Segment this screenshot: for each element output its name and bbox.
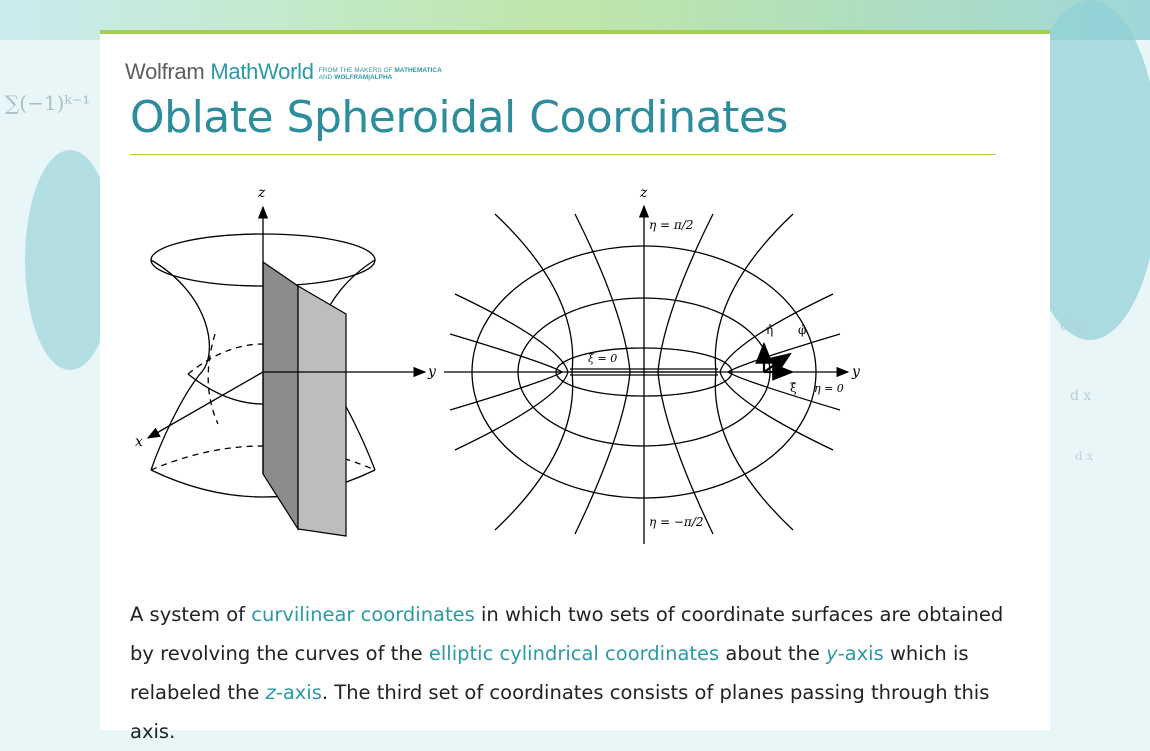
xi-zero-label: ξ = 0 — [588, 352, 618, 365]
article-card — [100, 30, 1050, 743]
link-elliptic-cylindrical-coordinates[interactable]: elliptic cylindrical coordinates — [428, 642, 720, 665]
eta-hat-label: η̂ — [766, 323, 774, 337]
definition-paragraph: A system of curvilinear coordinates in which two sets of coordinate surfaces are obtained by revolving the curves of the elliptic cylindrical coordinates about the y-axis which is relabeled the z-axis. The third set of coordinates consists of planes passing through this axis. — [130, 603, 1004, 743]
left-plane-light — [298, 286, 346, 536]
left-y-label: y — [428, 364, 436, 380]
svg-text:d x: d x — [1075, 449, 1094, 463]
logo-wolfram: Wolfram — [125, 59, 205, 84]
right-2d-diagram — [450, 214, 840, 534]
left-plane-dark — [263, 262, 298, 529]
eta-bottom-label: η = −π/2 — [649, 515, 704, 529]
left-x-axis — [148, 372, 263, 438]
link-curvilinear-coordinates[interactable]: curvilinear coordinates — [251, 603, 475, 626]
link-y-axis[interactable]: y-axis — [826, 642, 884, 665]
phi-hat-label: φ̂ — [798, 323, 807, 337]
logo-tagline: FROM THE MAKERS OF MATHEMATICA AND WOLFRAM|ALPHA — [318, 67, 442, 81]
left-z-label: z — [258, 185, 266, 201]
title-divider — [130, 154, 996, 155]
left-x-label: x — [135, 434, 143, 450]
eta-zero-label: η = 0 — [814, 382, 844, 395]
svg-text:d x: d x — [1070, 388, 1092, 404]
site-logo[interactable] — [125, 59, 442, 85]
logo-mathworld: MathWorld — [210, 59, 314, 84]
link-z-axis[interactable]: z-axis — [265, 681, 322, 704]
eta-top-label: η = π/2 — [649, 218, 694, 232]
svg-text:∑(−1)ᵏ⁻¹: ∑(−1)ᵏ⁻¹ — [5, 91, 91, 115]
xi-hat-label: ξ̂ — [790, 381, 797, 395]
coordinate-figure — [100, 174, 1050, 554]
svg-text:d x: d x — [1060, 318, 1082, 334]
right-y-label: y — [852, 364, 860, 380]
page-title: Oblate Spheroidal Coordinates — [130, 92, 788, 143]
right-z-label: z — [640, 185, 648, 201]
